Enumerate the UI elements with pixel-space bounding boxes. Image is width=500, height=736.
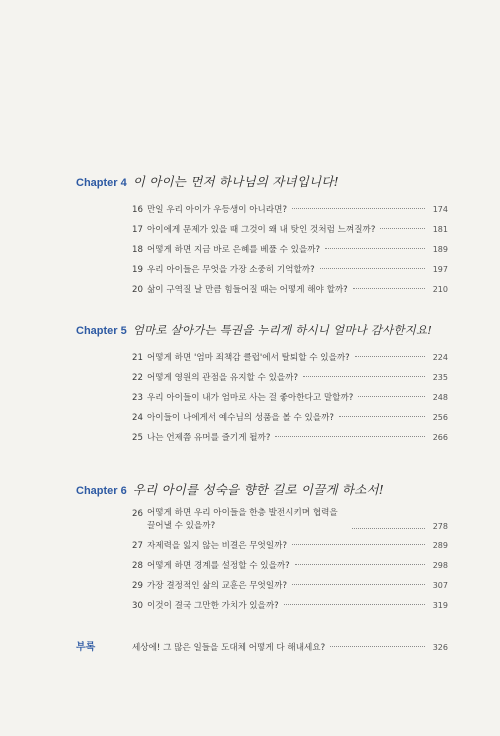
entry-number: 22 — [132, 373, 143, 383]
toc-entry[interactable] — [132, 388, 448, 408]
chapter-heading — [76, 172, 448, 190]
toc-entry[interactable] — [132, 368, 448, 388]
chapter-title: 이 아이는 먼저 하나님의 자녀입니다! — [132, 174, 339, 189]
entry-page: 289 — [432, 541, 448, 550]
appendix-title: 세상에! 그 많은 일들을 도대체 어떻게 다 해내세요? — [132, 643, 326, 653]
chapter-5 — [76, 322, 448, 448]
entry-title: 아이들이 나에게서 예수님의 성품을 볼 수 있을까? — [147, 413, 334, 423]
leader-dots — [358, 396, 425, 397]
chapter-4 — [76, 172, 448, 300]
entry-page: 248 — [432, 393, 448, 402]
entry-number: 18 — [132, 245, 143, 255]
entry-page: 189 — [432, 245, 448, 254]
entry-title: 나는 언제쯤 유머를 즐기게 될까? — [147, 433, 271, 443]
toc-entry[interactable] — [132, 348, 448, 368]
entry-title: 우리 아이들이 내가 엄마로 사는 걸 좋아한다고 말할까? — [147, 393, 354, 403]
entry-number: 17 — [132, 225, 143, 235]
entry-number: 29 — [132, 581, 143, 591]
toc-entry[interactable] — [132, 260, 448, 280]
toc-entry[interactable] — [132, 536, 448, 556]
entry-number: 25 — [132, 433, 143, 443]
entry-title: 어떻게 하면 경계를 설정할 수 있을까? — [147, 561, 290, 571]
leader-dots — [275, 436, 425, 437]
entry-title: 삶이 구역질 날 만큼 힘들어질 때는 어떻게 해야 할까? — [147, 285, 348, 295]
leader-dots — [352, 528, 425, 529]
entry-title: 어떻게 하면 '엄마 죄책감 클럽'에서 탈퇴할 수 있을까? — [147, 353, 350, 363]
chapter-title: 우리 아이를 성숙을 향한 길로 이끌게 하소서! — [132, 482, 384, 497]
toc-entry[interactable] — [132, 240, 448, 260]
toc-entry[interactable] — [132, 596, 448, 616]
chapter-label: Chapter 5 — [76, 325, 127, 337]
appendix-entry[interactable] — [76, 638, 448, 653]
leader-dots — [292, 584, 425, 585]
entry-title: 어떻게 영원의 관점을 유지할 수 있을까? — [147, 373, 299, 383]
entry-number: 19 — [132, 265, 143, 275]
toc-entry[interactable] — [132, 428, 448, 448]
chapter-title: 엄마로 살아가는 특권을 누리게 하시니 얼마나 감사한지요! — [132, 323, 433, 337]
leader-dots — [284, 604, 425, 605]
entry-title: 어떻게 하면 지금 바로 은혜를 베풀 수 있을까? — [147, 245, 321, 255]
entry-number: 24 — [132, 413, 143, 423]
entry-title: 아이에게 문제가 있을 때 그것이 왜 내 탓인 것처럼 느껴질까? — [147, 225, 376, 235]
entry-page: 319 — [432, 601, 448, 610]
entry-page: 235 — [432, 373, 448, 382]
appendix-label: 부록 — [76, 642, 96, 653]
entry-title: 우리 아이들은 무엇을 가장 소중히 기억할까? — [147, 265, 315, 275]
entry-title: 자제력을 잃지 않는 비결은 무엇일까? — [147, 541, 288, 551]
leader-dots — [325, 248, 425, 249]
toc-entry[interactable] — [132, 220, 448, 240]
chapter-heading — [76, 480, 448, 498]
entry-number: 27 — [132, 541, 143, 551]
leader-dots — [380, 228, 425, 229]
leader-dots — [330, 646, 425, 647]
leader-dots — [292, 544, 425, 545]
leader-dots — [355, 356, 425, 357]
entry-page: 174 — [432, 205, 448, 214]
entry-page: 181 — [432, 225, 448, 234]
entry-page: 278 — [432, 522, 448, 531]
entry-number: 26 — [132, 509, 143, 519]
entry-page: 224 — [432, 353, 448, 362]
entry-number: 16 — [132, 205, 143, 215]
entry-title: 어떻게 하면 우리 아이들을 한층 발전시키며 협력을 끌어낼 수 있을까? — [147, 508, 338, 531]
entry-page: 197 — [432, 265, 448, 274]
chapter-6 — [76, 480, 448, 616]
entry-page: 307 — [432, 581, 448, 590]
entry-title: 이것이 결국 그만한 가치가 있을까? — [147, 601, 279, 611]
leader-dots — [353, 288, 425, 289]
entry-title: 가장 결정적인 삶의 교훈은 무엇일까? — [147, 581, 288, 591]
chapter-heading — [76, 322, 448, 338]
entry-title: 만일 우리 아이가 우등생이 아니라면? — [147, 205, 288, 215]
entry-number: 30 — [132, 601, 143, 611]
leader-dots — [292, 208, 425, 209]
entry-page: 256 — [432, 413, 448, 422]
entry-number: 23 — [132, 393, 143, 403]
toc-entry[interactable] — [132, 200, 448, 220]
toc-entry[interactable] — [132, 408, 448, 428]
toc-entry[interactable] — [132, 556, 448, 576]
entry-page: 298 — [432, 561, 448, 570]
toc-entry[interactable] — [132, 576, 448, 596]
entry-number: 28 — [132, 561, 143, 571]
appendix-page: 326 — [432, 643, 448, 652]
leader-dots — [303, 376, 425, 377]
entry-number: 21 — [132, 353, 143, 363]
leader-dots — [339, 416, 425, 417]
chapter-label: Chapter 4 — [76, 177, 127, 189]
leader-dots — [295, 564, 425, 565]
entry-number: 20 — [132, 285, 143, 295]
leader-dots — [320, 268, 425, 269]
chapter-label: Chapter 6 — [76, 485, 127, 497]
entry-page: 266 — [432, 433, 448, 442]
entry-page: 210 — [432, 285, 448, 294]
toc-entry[interactable] — [132, 280, 448, 300]
toc-entry[interactable] — [132, 508, 448, 536]
